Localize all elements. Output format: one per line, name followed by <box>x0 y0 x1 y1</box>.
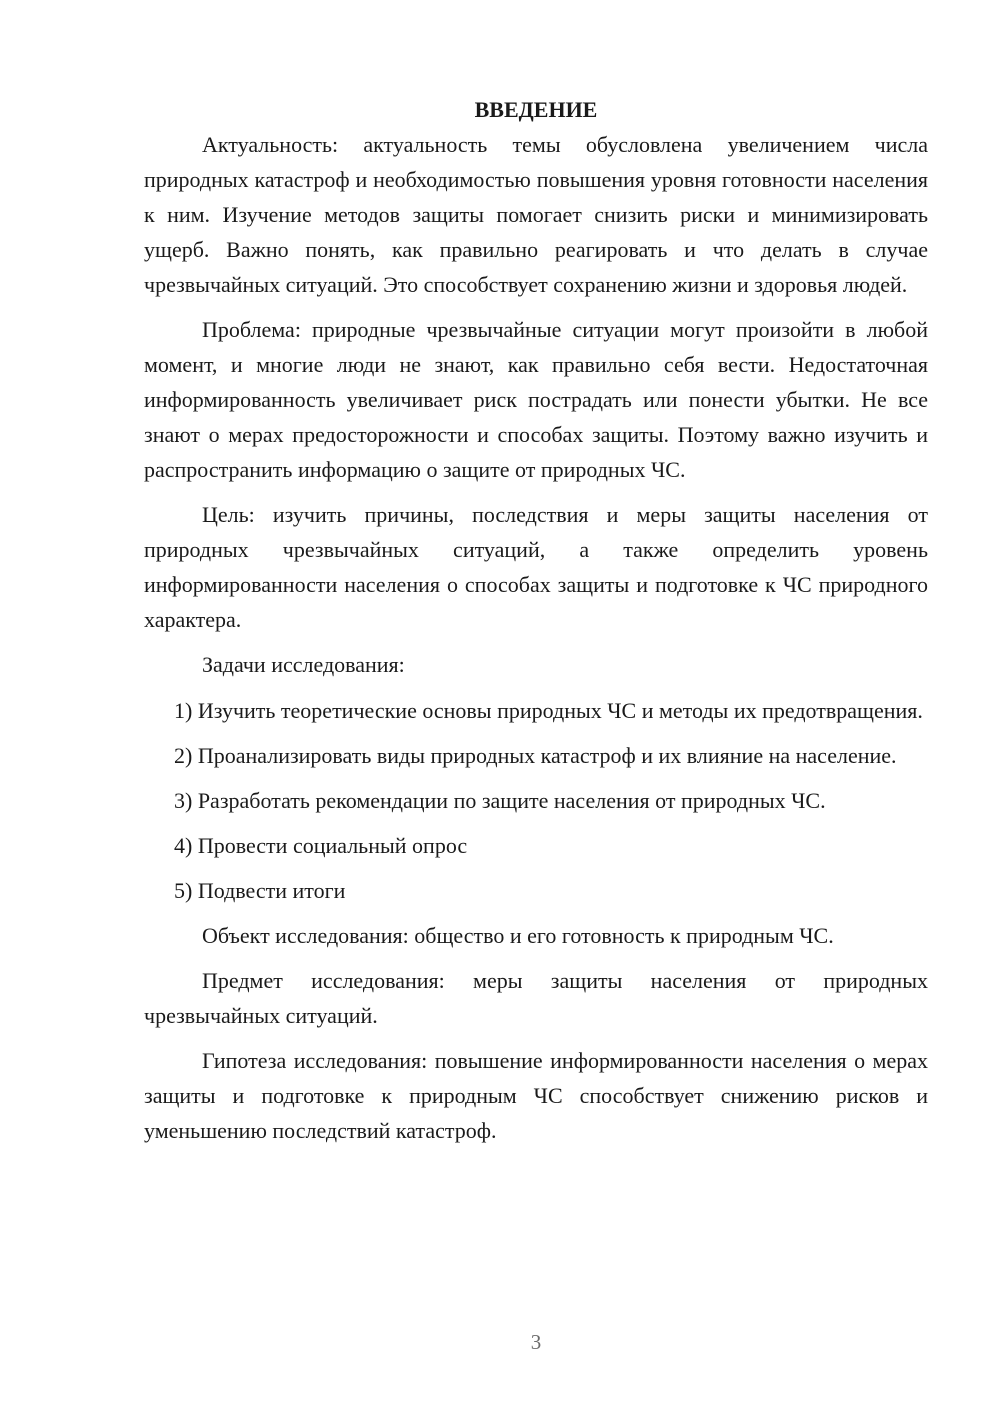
paragraph-goal: Цель: изучить причины, последствия и меры защиты населения от природных чрезвычайных ситуаций, а также определить уровень информированности населения о способах защиты и подготовке к ЧС природного характера. <box>144 502 928 632</box>
task-item-2: 2) Проанализировать виды природных катастроф и их влияние на население. <box>174 743 897 768</box>
task-item-1: 1) Изучить теоретические основы природных ЧС и методы их предотвращения. <box>174 698 923 723</box>
document-page <box>144 92 928 1158</box>
paragraph-hypothesis: Гипотеза исследования: повышение информированности населения о мерах защиты и подготовке к природным ЧС способствует снижению рисков и уменьшению последствий катастроф. <box>144 1048 928 1143</box>
page-number: 3 <box>530 1330 542 1354</box>
paragraph-subject: Предмет исследования: меры защиты населения от природных чрезвычайных ситуаций. <box>144 968 928 1028</box>
tasks-heading: Задачи исследования: <box>202 652 405 677</box>
paragraph-relevance: Актуальность: актуальность темы обусловлена увеличением числа природных катастроф и необходимостью повышения уровня готовности населения к ним. Изучение методов защиты помогает снизить риски и минимизировать ущерб. Важно понять, как правильно реагировать и что делать в случае чрезвычайных ситуаций. Это способствует сохранению жизни и здоровья людей. <box>144 132 928 297</box>
task-item-4: 4) Провести социальный опрос <box>174 833 468 858</box>
document-title: ВВЕДЕНИЕ <box>474 97 598 122</box>
task-item-3: 3) Разработать рекомендации по защите населения от природных ЧС. <box>174 788 826 813</box>
paragraph-object: Объект исследования: общество и его готовность к природным ЧС. <box>202 923 834 948</box>
paragraph-problem: Проблема: природные чрезвычайные ситуации могут произойти в любой момент, и многие люди не знают, как правильно себя вести. Недостаточная информированность увеличивает риск пострадать или понести убытки. Не все знают о мерах предосторожности и способах защиты. Поэтому важно изучить и распространить информацию о защите от природных ЧС. <box>144 317 928 482</box>
task-item-5: 5) Подвести итоги <box>174 878 346 903</box>
